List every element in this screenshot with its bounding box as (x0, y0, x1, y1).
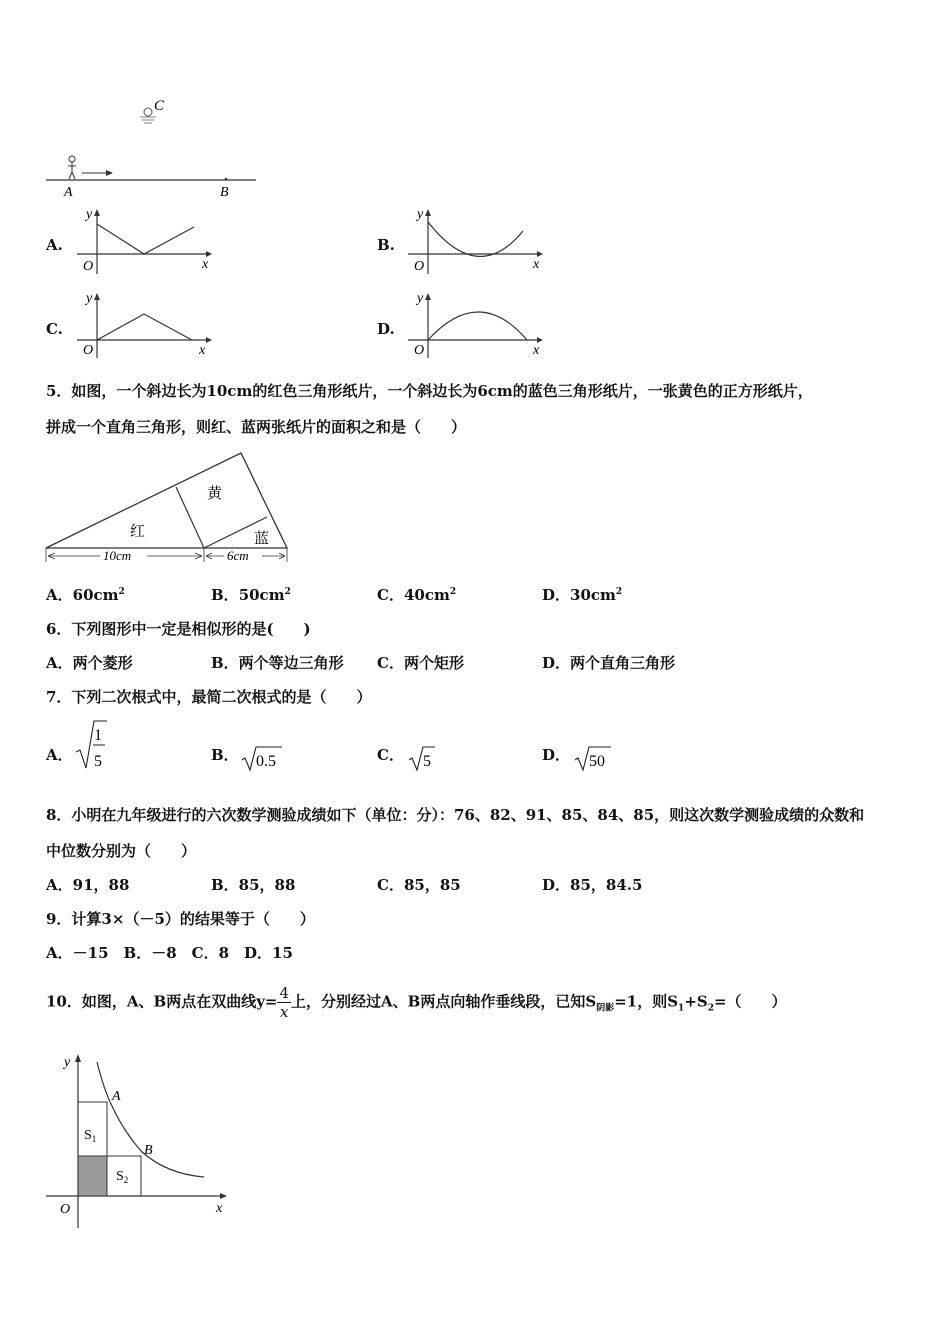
q6-option-c[interactable]: C．两个矩形 (377, 654, 464, 672)
axis-x: x (216, 1201, 223, 1216)
q4-option-b-graph[interactable] (403, 204, 545, 276)
q10-stem: 10．如图，A、B两点在双曲线y= $\frac{4}{x}$ 上，分别经过A、B两点向轴作垂线段，已知$S_{阴影}=1$，则$S_1+S_2=$（ ） (46, 984, 787, 1021)
q8-stem-line1: 8．小明在九年级进行的六次数学测验成绩如下（单位：分）：76、82、91、85、84、85，则这次数学测验成绩的众数和 (46, 806, 865, 824)
label-s2: $S_2$ (116, 1169, 129, 1185)
axis-x: x (533, 343, 540, 358)
q5-triangle-figure (42, 449, 292, 574)
label-c: C (154, 98, 165, 114)
origin: O (83, 259, 94, 274)
axis-x: x (533, 257, 540, 272)
q9-stem: 9．计算3×（－5）的结果等于（ ） (46, 910, 315, 928)
q8-stem-line2: 中位数分别为（ ） (46, 842, 197, 860)
axis-x: x (202, 257, 209, 272)
q6-option-a[interactable]: A．两个菱形 (46, 654, 133, 672)
q6-option-b[interactable]: B．两个等边三角形 (211, 654, 344, 672)
q6-stem: 6．下列图形中一定是相似形的是( ) (46, 620, 311, 638)
q7-option-c[interactable]: C． (377, 746, 404, 764)
axis-y: y (86, 291, 93, 306)
label-a: A (112, 1089, 121, 1104)
label-a: A (64, 185, 73, 200)
q6-option-d[interactable]: D．两个直角三角形 (542, 654, 676, 672)
q4-option-a-graph[interactable] (72, 204, 214, 276)
origin: O (60, 1202, 71, 1217)
q7-option-d[interactable]: D． (542, 746, 571, 764)
label-10cm: 10cm (103, 548, 132, 563)
q8-option-a[interactable]: A．91，88 (46, 876, 130, 894)
frac-num: 1 (94, 727, 102, 744)
q7-option-c-radical[interactable] (407, 744, 437, 774)
q4-option-c-graph[interactable] (72, 288, 214, 360)
q4-option-d-graph[interactable] (403, 288, 545, 360)
q10-hyperbola-figure (42, 1050, 242, 1230)
q9-options[interactable]: A．－15 B．－8 C．8 D．15 (46, 944, 293, 962)
axis-y: y (64, 1055, 71, 1070)
q5-option-b[interactable]: B．$50cm^2$ (211, 586, 291, 604)
q4-option-b-letter[interactable]: B. (377, 236, 395, 254)
shaded-region (78, 1156, 107, 1196)
frac-den: 5 (94, 753, 102, 770)
radicand: 5 (423, 753, 431, 770)
axis-y: y (417, 207, 424, 222)
q8-option-d[interactable]: D．85，84.5 (542, 876, 643, 894)
q4-lamp-figure (44, 95, 259, 200)
q5-stem-line2: 拼成一个直角三角形，则红、蓝两张纸片的面积之和是（ ） (46, 418, 467, 436)
q4-option-c-letter[interactable]: C. (46, 320, 63, 338)
q7-option-d-radical[interactable] (573, 744, 613, 774)
q7-option-b[interactable]: B． (211, 746, 239, 764)
q8-option-b[interactable]: B．85，88 (211, 876, 296, 894)
q5-option-d[interactable]: D．$30cm^2$ (542, 586, 623, 604)
q4-option-a-letter[interactable]: A. (46, 236, 63, 254)
origin: O (414, 259, 425, 274)
q10-fraction: $\frac{4}{x}$ (279, 984, 290, 1021)
q8-option-c[interactable]: C．85，85 (377, 876, 461, 894)
radicand: 0.5 (256, 753, 276, 770)
q5-option-c[interactable]: C．$40cm^2$ (377, 586, 457, 604)
q7-option-a-radical[interactable] (74, 718, 108, 774)
origin: O (414, 343, 425, 358)
label-b: B (220, 185, 229, 200)
q7-option-b-radical[interactable] (240, 744, 284, 774)
label-s1: $S_1$ (84, 1128, 97, 1144)
q4-option-d-letter[interactable]: D. (377, 320, 395, 338)
axis-y: y (417, 291, 424, 306)
label-yellow: 黄 (207, 486, 223, 502)
q7-option-a[interactable]: A． (46, 746, 73, 764)
person-icon (68, 156, 76, 179)
label-6cm: 6cm (227, 548, 249, 563)
arrow-right-icon (82, 170, 113, 176)
origin: O (83, 343, 94, 358)
axis-y: y (86, 207, 93, 222)
label-red: 红 (130, 524, 146, 540)
label-b: B (144, 1143, 153, 1158)
q10-part1: 10．如图，A、B两点在双曲线y= (46, 992, 278, 1011)
q7-stem: 7．下列二次根式中，最简二次根式的是（ ） (46, 688, 372, 706)
radicand: 50 (589, 753, 605, 770)
q5-stem-line1: 5．如图，一个斜边长为10cm的红色三角形纸片，一个斜边长为6cm的蓝色三角形纸片，一张黄色的正方形纸片， (46, 382, 813, 400)
q5-option-a[interactable]: A．$60cm^2$ (46, 586, 125, 604)
axis-x: x (199, 343, 206, 358)
label-blue: 蓝 (254, 531, 270, 547)
